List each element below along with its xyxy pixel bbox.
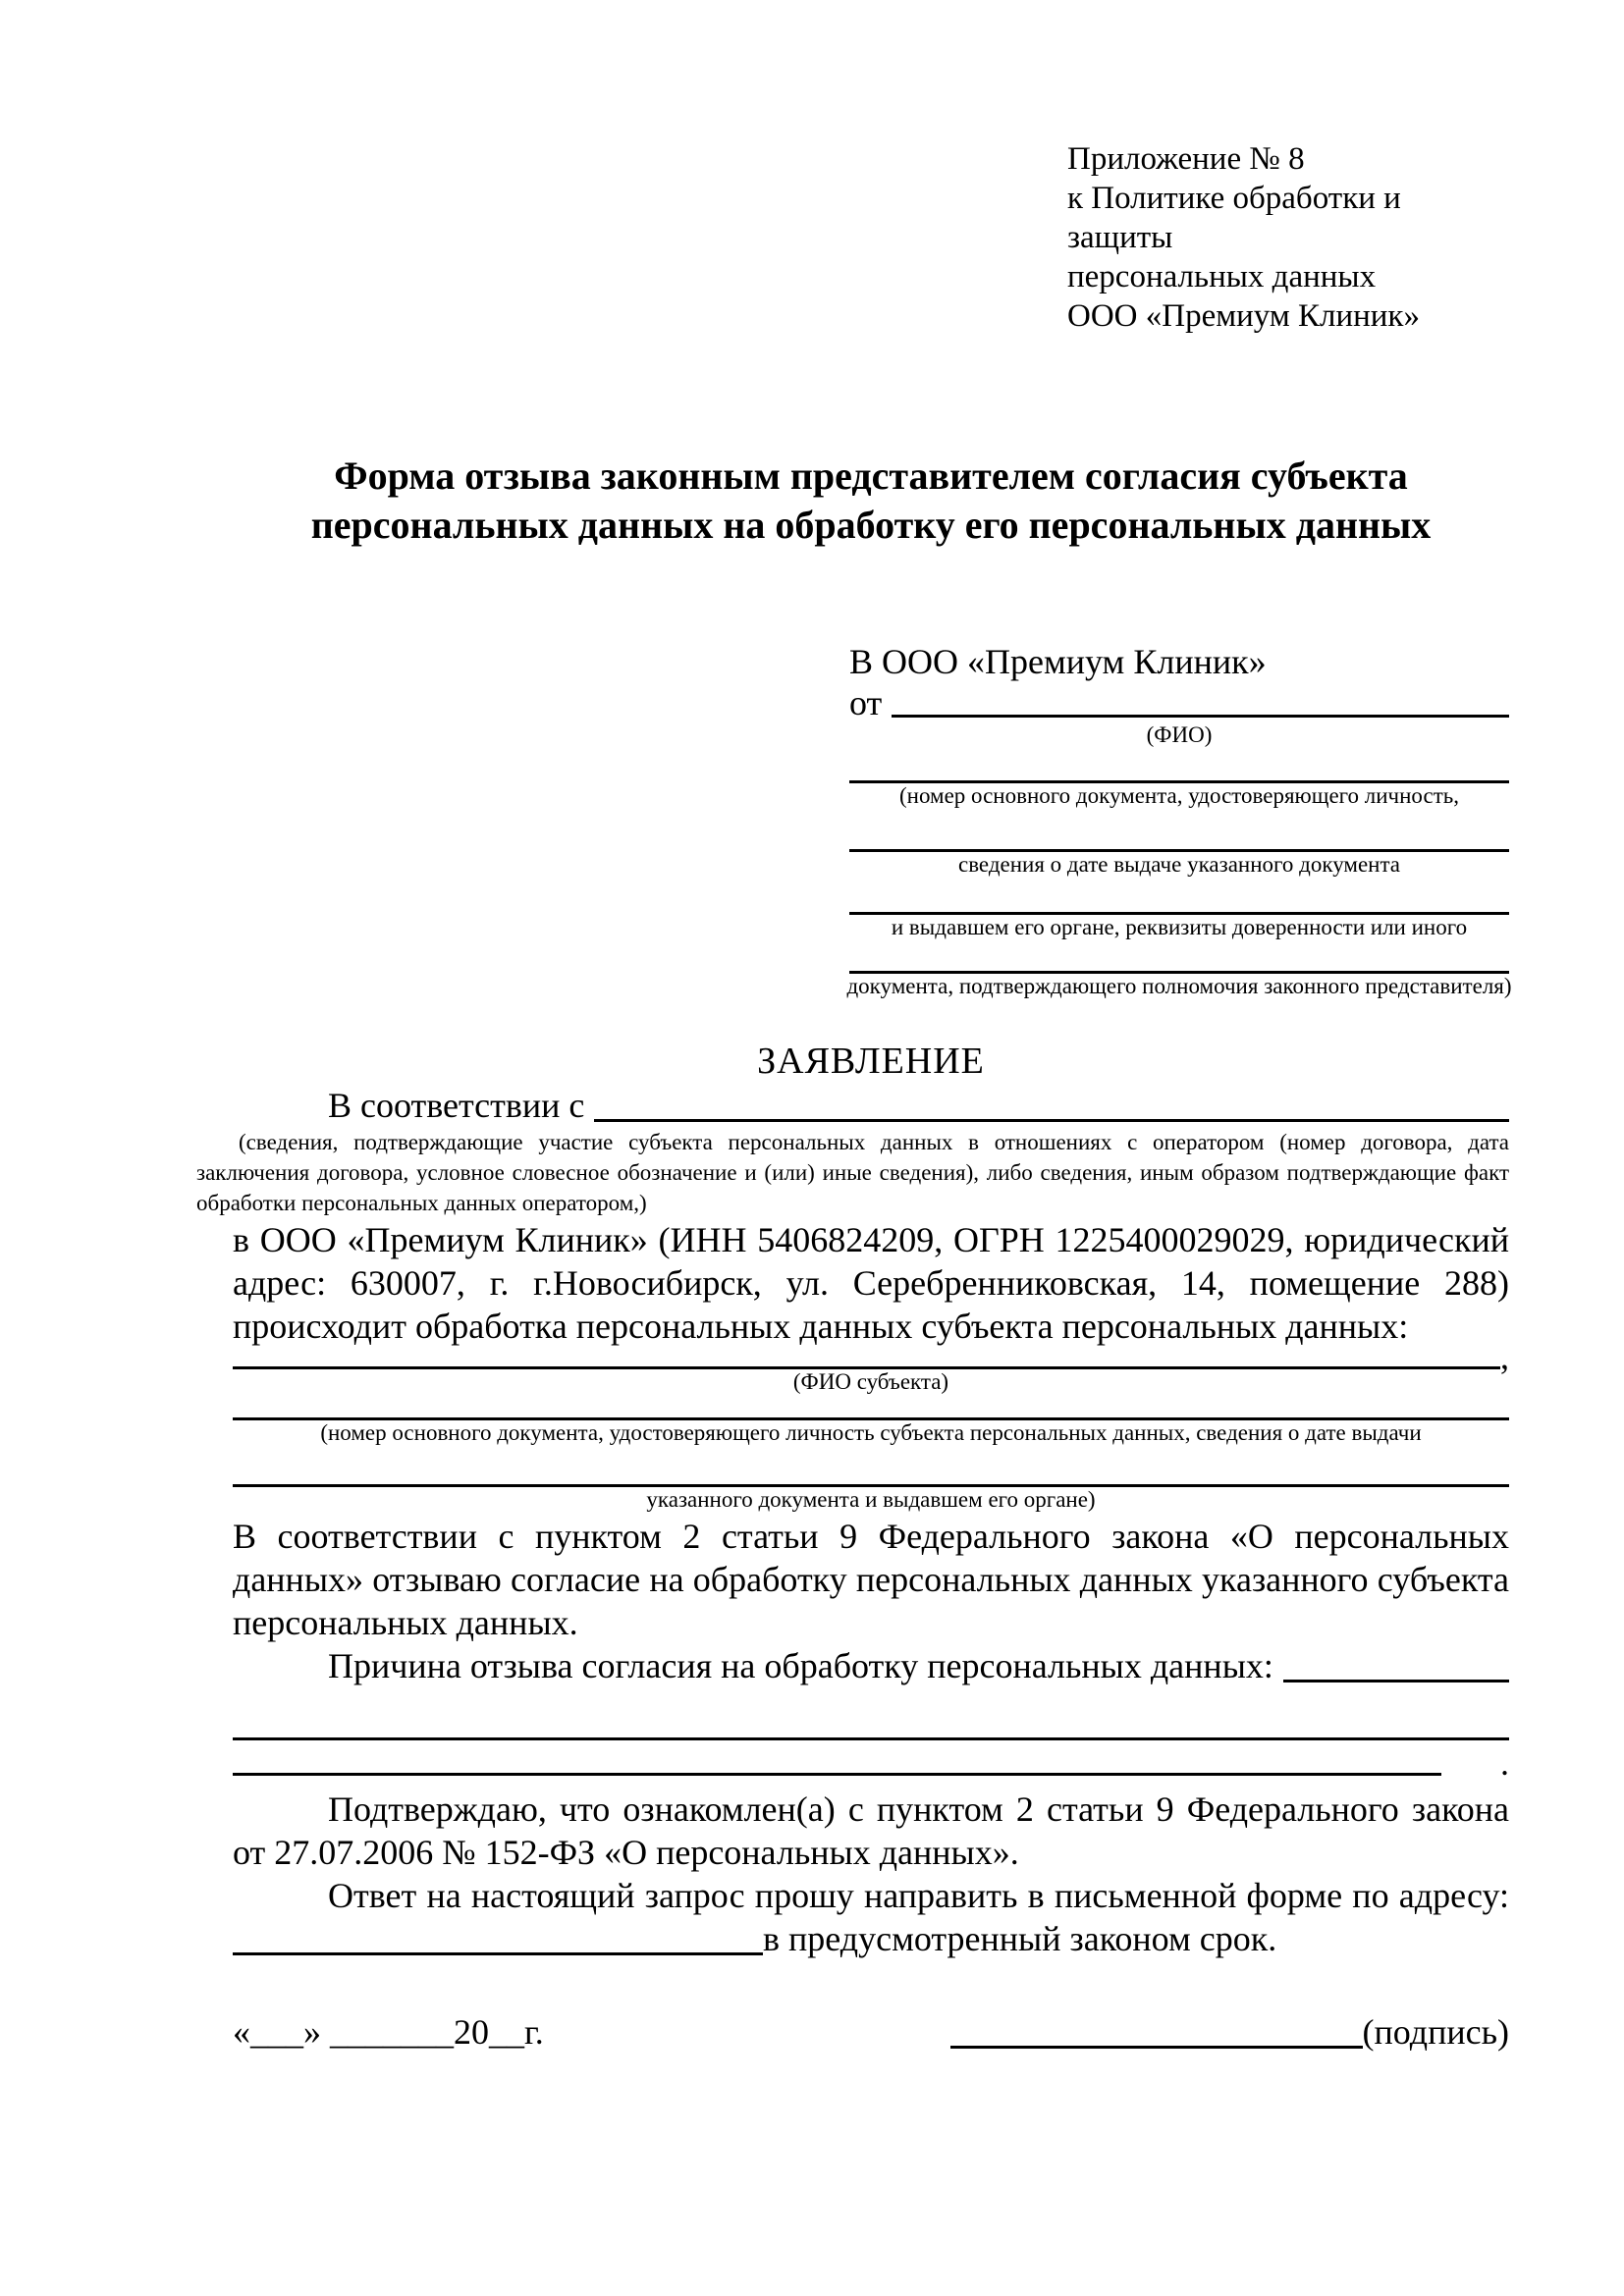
document-title bbox=[233, 452, 1509, 550]
representative-doc-caption-1: (номер основного документа, удостоверяющего личность, bbox=[898, 783, 1459, 808]
reply-address-blank-line bbox=[233, 1917, 763, 1955]
statement-heading: ЗАЯВЛЕНИЕ bbox=[757, 1041, 985, 1082]
subject-fio-trailing-comma: , bbox=[1500, 1337, 1509, 1376]
subject-doc-line-1 bbox=[233, 1397, 1509, 1420]
operator-paragraph: в ООО «Премиум Клиник» (ИНН 5406824209, ОГРН 1225400029029, юридический адрес: 630007, г. г.Новосибирск, ул. Серебренниковская, 14, помещение 288) происходит обработка персональных данных субъекта персональных данных: bbox=[233, 1220, 1509, 1346]
footer-row bbox=[233, 2009, 1509, 2055]
reason-trailing-period: . bbox=[1500, 1743, 1509, 1783]
subject-fio-row bbox=[233, 1337, 1509, 1376]
appendix-policy-line-1: к Политике обработки и защиты bbox=[1067, 181, 1401, 255]
title-line-2: персональных данных на обработку его персональных данных bbox=[310, 503, 1432, 547]
recipient-block bbox=[846, 640, 1512, 999]
subject-doc-line-2 bbox=[233, 1448, 1509, 1487]
reason-label: Причина отзыва согласия на обработку персональных данных: bbox=[328, 1646, 1273, 1685]
subject-fio-caption: (ФИО субъекта) bbox=[792, 1369, 949, 1394]
reply-request-paragraph: Ответ на настоящий запрос прошу направить в письменной форме по адресу: bbox=[328, 1876, 1509, 1915]
reason-blank-line bbox=[1283, 1644, 1509, 1682]
recipient-organization: В ООО «Премиум Клиник» bbox=[849, 642, 1267, 681]
appendix-header bbox=[1067, 139, 1509, 336]
representative-doc-line-3 bbox=[849, 889, 1509, 915]
reason-extra-line-2-row bbox=[233, 1740, 1509, 1783]
acknowledgement-paragraph: Подтверждаю, что ознакомлен(а) с пунктом 2 статьи 9 Федерального закона от 27.07.2006 № 152-ФЗ «О персональных данных». bbox=[233, 1789, 1509, 1872]
appendix-policy-line-2: персональных данных bbox=[1067, 259, 1377, 294]
subject-doc-caption-1: (номер основного документа, удостоверяющего личность субъекта персональных данных, сведения о дате выдачи bbox=[320, 1420, 1422, 1445]
date-line: «___» _______20__г. bbox=[233, 2012, 544, 2052]
withdrawal-paragraph: В соответствии с пунктом 2 статьи 9 Федерального закона «О персональных данных» отзываю согласие на обработку персональных данных указанного субъекта персональных данных. bbox=[233, 1517, 1509, 1642]
reason-extra-line-2 bbox=[233, 1773, 1441, 1776]
appendix-number: Приложение № 8 bbox=[1067, 141, 1305, 177]
appendix-organization: ООО «Премиум Клиник» bbox=[1067, 298, 1420, 334]
fio-caption: (ФИО) bbox=[1146, 722, 1213, 747]
representative-doc-caption-3: и выдавшем его органе, реквизиты доверенности или иного bbox=[891, 915, 1468, 939]
representative-doc-caption-4: документа, подтверждающего полномочия законного представителя) bbox=[846, 974, 1512, 998]
accordance-label: В соответствии с bbox=[328, 1086, 585, 1125]
signature-line bbox=[950, 2009, 1363, 2049]
accordance-blank-line bbox=[594, 1084, 1509, 1122]
title-line-1: Форма отзыва законным представителем согласия субъекта bbox=[334, 454, 1408, 498]
representative-doc-line-2 bbox=[849, 827, 1509, 852]
accordance-caption: (сведения, подтверждающие участие субъекта персональных данных в отношениях с оператором (номер договора, дата заключения договора, условное словесное обозначение и (или) иные сведения), либо сведения, иным образом подтверждающие факт обработки персональных данных оператором,) bbox=[196, 1130, 1509, 1215]
reply-tail-text: в предусмотренный законом срок. bbox=[763, 1919, 1277, 1958]
reason-row bbox=[233, 1644, 1509, 1687]
representative-doc-line-4 bbox=[849, 948, 1509, 974]
reason-extra-line-1 bbox=[233, 1713, 1509, 1740]
from-label: от bbox=[849, 683, 883, 722]
from-row bbox=[849, 683, 1509, 722]
signature-caption: (подпись) bbox=[1362, 2012, 1509, 2052]
from-blank-line bbox=[892, 683, 1509, 718]
subject-doc-caption-2: указанного документа и выдавшем его органе) bbox=[646, 1487, 1096, 1512]
representative-doc-line-1 bbox=[849, 758, 1509, 783]
accordance-row bbox=[233, 1084, 1509, 1127]
representative-doc-caption-2: сведения о дате выдаче указанного документа bbox=[957, 852, 1401, 877]
reply-address-row bbox=[233, 1917, 1509, 1960]
signature-group bbox=[950, 2009, 1509, 2055]
